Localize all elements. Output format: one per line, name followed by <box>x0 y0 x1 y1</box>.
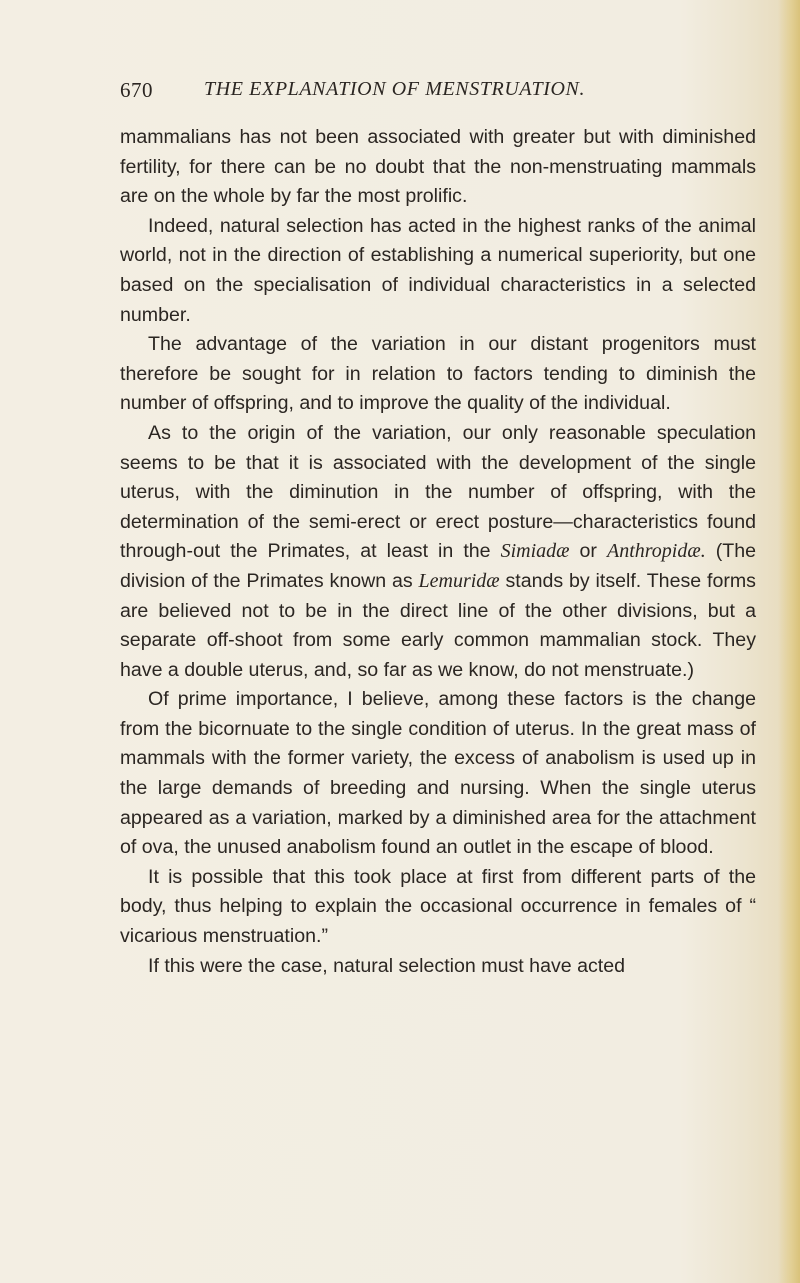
paragraph-4-text-a: As to the origin of the variation, our only reasonable speculation seems to be that it is associated with the development of the single uterus, with the diminution in the number of offspring, with the determination of the semi-erect or erect posture—characteristics found through-out the Primates, at least in the <box>120 421 756 563</box>
taxon-lemuridae: Lemuridæ <box>418 569 500 592</box>
paragraph-5: Of prime importance, I believe, among these factors is the change from the bicornuate to the single condition of uterus. In the great mass of mammals with the former variety, the excess of anabolism is used up in the large demands of breeding and nursing. When the single uterus appeared as a variation, marked by a diminished area for the attachment of ova, the unused anabolism found an outlet in the escape of blood. <box>120 688 756 859</box>
paragraph-4-text-b: or <box>569 540 607 563</box>
taxon-anthropidae: Anthropidæ. <box>606 540 706 563</box>
paragraph-4-text-c: (The division of the Primates known as <box>120 540 757 592</box>
paragraph-3: The advantage of the variation in our distant progenitors must therefore be sought for in relation to factors tending to diminish the number of offspring, and to improve the quality of the individual. <box>120 333 756 415</box>
body-text <box>120 123 756 981</box>
page-number: 670 <box>120 78 153 102</box>
taxon-simiadae: Simiadæ <box>500 540 570 563</box>
running-title: THE EXPLANATION OF MENSTRUATION. <box>204 78 586 100</box>
paragraph-1: mammalians has not been associated with greater but with diminished fertility, for there can be no doubt that the non-menstruating mammals are on the whole by far the most prolific. <box>120 126 756 208</box>
paragraph-6: It is possible that this took place at first from different parts of the body, thus helping to explain the occasional occurrence in females of “ vicarious menstruation.” <box>120 865 756 948</box>
page-edge-shadow <box>778 0 800 1283</box>
running-head <box>0 78 800 110</box>
paragraph-7: If this were the case, natural selection must have acted <box>148 954 626 977</box>
paragraph-4 <box>120 419 756 685</box>
paragraph-4-text-d: stands by itself. These forms are believed not to be in the direct line of the other divisions, but a separate off-shoot from some early common mammalian stock. They have a double uterus, and, so far as we know, do not menstruate.) <box>120 569 756 681</box>
paragraph-2: Indeed, natural selection has acted in the highest ranks of the animal world, not in the direction of establishing a numerical superiority, but one based on the specialisation of individual characteristics in a selected number. <box>120 214 756 326</box>
